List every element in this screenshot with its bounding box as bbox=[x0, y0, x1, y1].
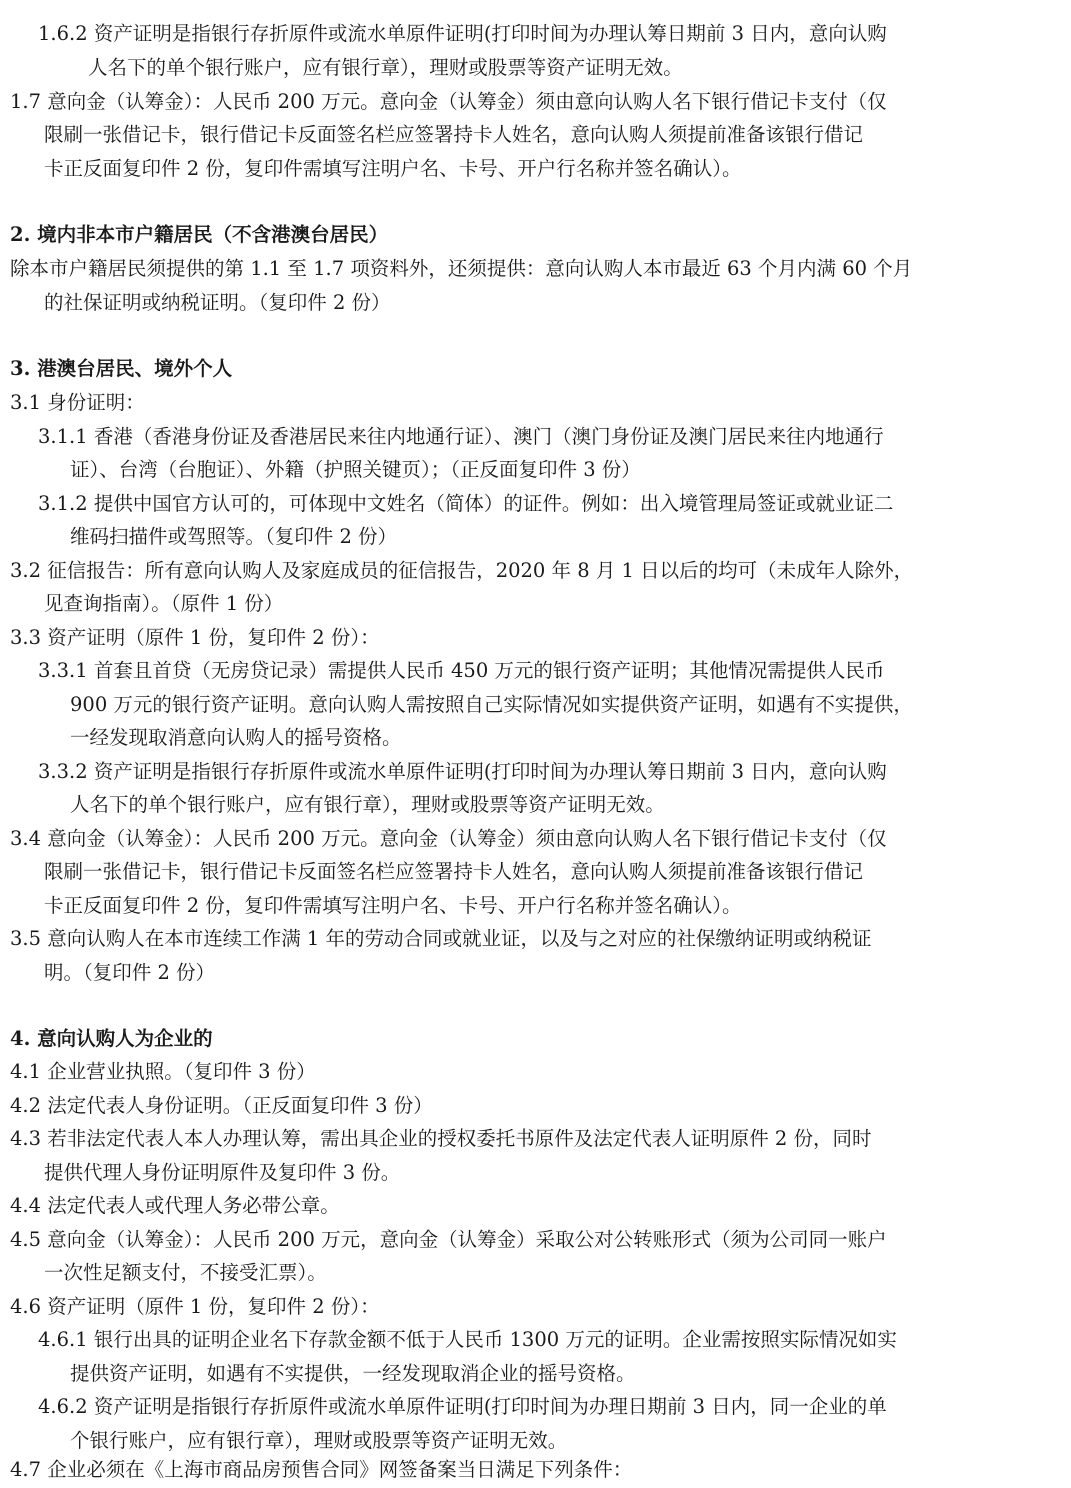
clause-3-3: 3.3 资产证明（原件 1 份，复印件 2 份）： bbox=[10, 626, 380, 649]
clause-1-7-line-2: 限刷一张借记卡，银行借记卡反面签名栏应签署持卡人姓名，意向认购人须提前准备该银行借记 bbox=[44, 123, 864, 146]
clause-4-5-line-2: 一次性足额支付，不接受汇票）。 bbox=[44, 1261, 327, 1284]
clause-3-5-line-2: 明。（复印件 2 份） bbox=[44, 961, 216, 984]
clause-4-6-2-line-2: 个银行账户，应有银行章），理财或股票等资产证明无效。 bbox=[70, 1429, 568, 1452]
clause-3-4-line-2: 限刷一张借记卡，银行借记卡反面签名栏应签署持卡人姓名，意向认购人须提前准备该银行借记 bbox=[44, 860, 864, 883]
clause-3-1-1-line-2: 证）、台湾（台胞证）、外籍（护照关键页）；（正反面复印件 3 份） bbox=[70, 458, 641, 481]
clause-4-4: 4.4 法定代表人或代理人务必带公章。 bbox=[10, 1194, 340, 1217]
clause-3-3-2-line-1: 3.3.2 资产证明是指银行存折原件或流水单原件证明(打印时间为办理认筹日期前 3 日内，意向认购 bbox=[38, 760, 887, 783]
clause-3-4-line-3: 卡正反面复印件 2 份，复印件需填写注明户名、卡号、开户行名称并签名确认）。 bbox=[44, 894, 742, 917]
section-3-heading: 3. 港澳台居民、境外个人 bbox=[10, 357, 233, 380]
clause-3-2-line-2: 见查询指南）。（原件 1 份） bbox=[44, 592, 284, 615]
clause-3-3-1-line-1: 3.3.1 首套且首贷（无房贷记录）需提供人民币 450 万元的银行资产证明；其他情况需提供人民币 bbox=[38, 659, 885, 682]
clause-4-3-line-1: 4.3 若非法定代表人本人办理认筹，需出具企业的授权委托书原件及法定代表人证明原件 2 份，同时 bbox=[10, 1127, 872, 1150]
clause-3-1-2-line-2: 维码扫描件或驾照等。（复印件 2 份） bbox=[70, 525, 398, 548]
clause-3-3-1-line-2: 900 万元的银行资产证明。意向认购人需按照自己实际情况如实提供资产证明，如遇有不实提供， bbox=[70, 693, 913, 716]
clause-3-3-2-line-2: 人名下的单个银行账户，应有银行章），理财或股票等资产证明无效。 bbox=[70, 793, 665, 816]
clause-4-2: 4.2 法定代表人身份证明。（正反面复印件 3 份） bbox=[10, 1094, 433, 1117]
clause-1-7-line-3: 卡正反面复印件 2 份，复印件需填写注明户名、卡号、开户行名称并签名确认）。 bbox=[44, 157, 742, 180]
clause-4-6: 4.6 资产证明（原件 1 份，复印件 2 份）： bbox=[10, 1295, 380, 1318]
clause-4-7: 4.7 企业必须在《上海市商品房预售合同》网签备案当日满足下列条件： bbox=[10, 1458, 633, 1481]
clause-4-1: 4.1 企业营业执照。（复印件 3 份） bbox=[10, 1060, 316, 1083]
clause-3-1-1-line-1: 3.1.1 香港（香港身份证及香港居民来往内地通行证）、澳门（澳门身份证及澳门居民来往内地通行 bbox=[38, 425, 884, 448]
clause-3-1: 3.1 身份证明： bbox=[10, 391, 145, 414]
section-2-line-1: 除本市户籍居民须提供的第 1.1 至 1.7 项资料外，还须提供：意向认购人本市最近 63 个月内满 60 个月 bbox=[10, 257, 913, 280]
clause-4-6-2-line-1: 4.6.2 资产证明是指银行存折原件或流水单原件证明(打印时间为办理日期前 3 日内，同一企业的单 bbox=[38, 1395, 887, 1418]
clause-3-4-line-1: 3.4 意向金（认筹金）：人民币 200 万元。意向金（认筹金）须由意向认购人名下银行借记卡支付（仅 bbox=[10, 827, 887, 850]
clause-3-5-line-1: 3.5 意向认购人在本市连续工作满 1 年的劳动合同或就业证，以及与之对应的社保缴纳证明或纳税证 bbox=[10, 927, 872, 950]
clause-4-3-line-2: 提供代理人身份证明原件及复印件 3 份。 bbox=[44, 1161, 401, 1184]
clause-4-6-1-line-2: 提供资产证明，如遇有不实提供，一经发现取消企业的摇号资格。 bbox=[70, 1362, 636, 1385]
clause-3-3-1-line-3: 一经发现取消意向认购人的摇号资格。 bbox=[70, 726, 402, 749]
clause-1-6-2-line-2: 人名下的单个银行账户，应有银行章），理财或股票等资产证明无效。 bbox=[88, 56, 683, 79]
clause-1-7-line-1: 1.7 意向金（认筹金）：人民币 200 万元。意向金（认筹金）须由意向认购人名下银行借记卡支付（仅 bbox=[10, 90, 887, 113]
clause-1-6-2-line-1: 1.6.2 资产证明是指银行存折原件或流水单原件证明(打印时间为办理认筹日期前 3 日内，意向认购 bbox=[38, 22, 887, 45]
clause-4-6-1-line-1: 4.6.1 银行出具的证明企业名下存款金额不低于人民币 1300 万元的证明。企业需按照实际情况如实 bbox=[38, 1328, 897, 1351]
clause-3-1-2-line-1: 3.1.2 提供中国官方认可的，可体现中文姓名（简体）的证件。例如：出入境管理局签证或就业证二 bbox=[38, 492, 894, 515]
section-4-heading: 4. 意向认购人为企业的 bbox=[10, 1027, 213, 1050]
clause-4-5-line-1: 4.5 意向金（认筹金）：人民币 200 万元，意向金（认筹金）采取公对公转账形式（须为公司同一账户 bbox=[10, 1228, 887, 1251]
clause-3-2-line-1: 3.2 征信报告：所有意向认购人及家庭成员的征信报告，2020 年 8 月 1 日以后的均可（未成年人除外， bbox=[10, 559, 914, 582]
section-2-heading: 2. 境内非本市户籍居民（不含港澳台居民） bbox=[10, 223, 389, 246]
section-2-line-2: 的社保证明或纳税证明。（复印件 2 份） bbox=[44, 291, 391, 314]
